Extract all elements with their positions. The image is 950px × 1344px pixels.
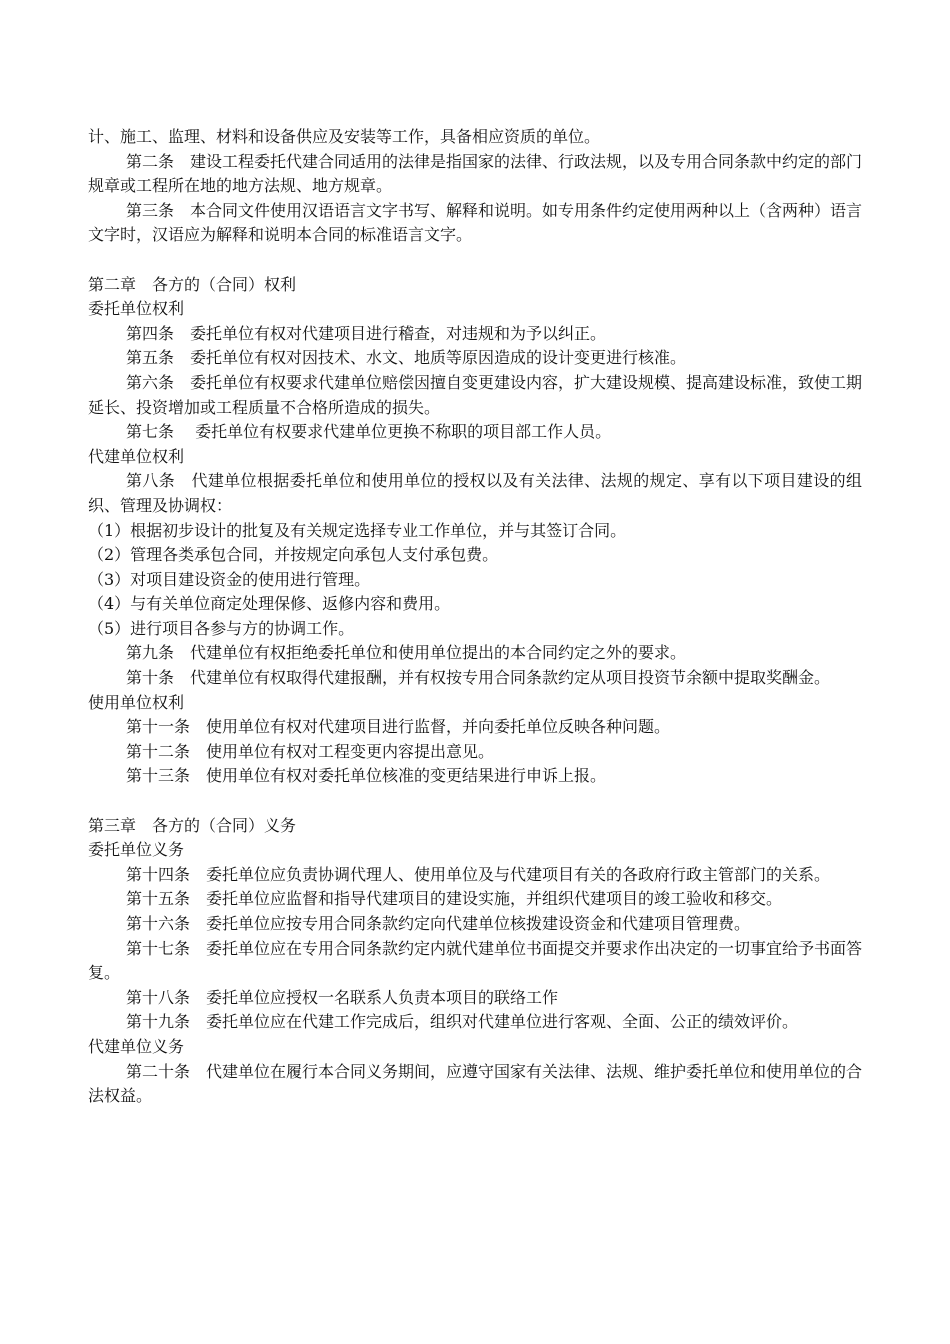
article-3: 第三条 本合同文件使用汉语语言文字书写、解释和说明。如专用条件约定使用两种以上（含两种）语言文字时，汉语应为解释和说明本合同的标准语言文字。 (88, 200, 863, 245)
article-16: 第十六条 委托单位应按专用合同条款约定向代建单位核拨建设资金和代建项目管理费。 (126, 914, 751, 933)
article-10: 第十条 代建单位有权取得代建报酬，并有权按专用合同条款约定从项目投资节余额中提取奖酬金。 (126, 668, 831, 688)
chapter-3-title: 第三章 各方的（合同）义务 (88, 815, 297, 835)
article-8: 第八条 代建单位根据委托单位和使用单位的授权以及有关法律、法规的规定、享有以下项目建设的组织、管理及协调权： (88, 471, 862, 515)
section-client-obligations: 委托单位义务 (88, 840, 185, 860)
article-14: 第十四条 委托单位应负责协调代理人、使用单位及与代建项目有关的各政府行政主管部门的关系。 (126, 864, 831, 884)
article-5: 第五条 委托单位有权对因技术、水文、地质等原因造成的设计变更进行核准。 (126, 348, 687, 368)
article-4: 第四条 委托单位有权对代建项目进行稽查，对违规和为予以纠正。 (126, 323, 607, 343)
article-9: 第九条 代建单位有权拒绝委托单位和使用单位提出的本合同约定之外的要求。 (126, 643, 687, 663)
article-20: 第二十条 代建单位在履行本合同义务期间，应遵守国家有关法律、法规、维护委托单位和使用单位的合法权益。 (88, 1061, 863, 1106)
article-8-item: （2）管理各类承包合同，并按规定向承包人支付承包费。 (88, 545, 499, 565)
paragraph-intro-continuation: 计、施工、监理、材料和设备供应及安装等工作，具备相应资质的单位。 (88, 127, 601, 146)
section-agent-obligations: 代建单位义务 (88, 1036, 185, 1056)
article-8-item: （3）对项目建设资金的使用进行管理。 (88, 569, 371, 589)
section-agent-rights: 代建单位权利 (88, 446, 185, 466)
article-13: 第十三条 使用单位有权对委托单位核准的变更结果进行申诉上报。 (126, 766, 607, 786)
article-8-item: （5）进行项目各参与方的协调工作。 (88, 618, 355, 638)
article-2: 第二条 建设工程委托代建合同适用的法律是指国家的法律、行政法规，以及专用合同条款中约定的部门规章或工程所在地的地方法规、地方规章。 (88, 151, 863, 196)
article-19: 第十九条 委托单位应在代建工作完成后，组织对代建单位进行客观、全面、公正的绩效评价。 (126, 1012, 799, 1032)
section-user-rights: 使用单位权利 (88, 692, 185, 712)
document-body (88, 125, 862, 1109)
chapter-2-title: 第二章 各方的（合同）权利 (88, 274, 297, 294)
section-client-rights: 委托单位权利 (88, 299, 185, 319)
article-18: 第十八条 委托单位应授权一名联系人负责本项目的联络工作 (126, 987, 559, 1007)
article-12: 第十二条 使用单位有权对工程变更内容提出意见。 (126, 741, 495, 761)
article-6: 第六条 委托单位有权要求代建单位赔偿因擅自变更建设内容，扩大建设规模、提高建设标准，致使工期延长、投资增加或工程质量不合格所造成的损失。 (88, 372, 863, 417)
blank-line (88, 789, 862, 814)
article-17: 第十七条 委托单位应在专用合同条款约定内就代建单位书面提交并要求作出决定的一切事宜给予书面答复。 (88, 938, 863, 983)
article-15: 第十五条 委托单位应监督和指导代建项目的建设实施，并组织代建项目的竣工验收和移交。 (126, 889, 783, 909)
article-7: 第七条 委托单位有权要求代建单位更换不称职的项目部工作人员。 (126, 422, 612, 442)
article-8-item: （1）根据初步设计的批复及有关规定选择专业工作单位，并与其签订合同。 (88, 520, 627, 540)
article-11: 第十一条 使用单位有权对代建项目进行监督，并向委托单位反映各种问题。 (126, 717, 671, 737)
article-8-item: （4）与有关单位商定处理保修、返修内容和费用。 (88, 594, 451, 614)
blank-line (88, 248, 862, 273)
